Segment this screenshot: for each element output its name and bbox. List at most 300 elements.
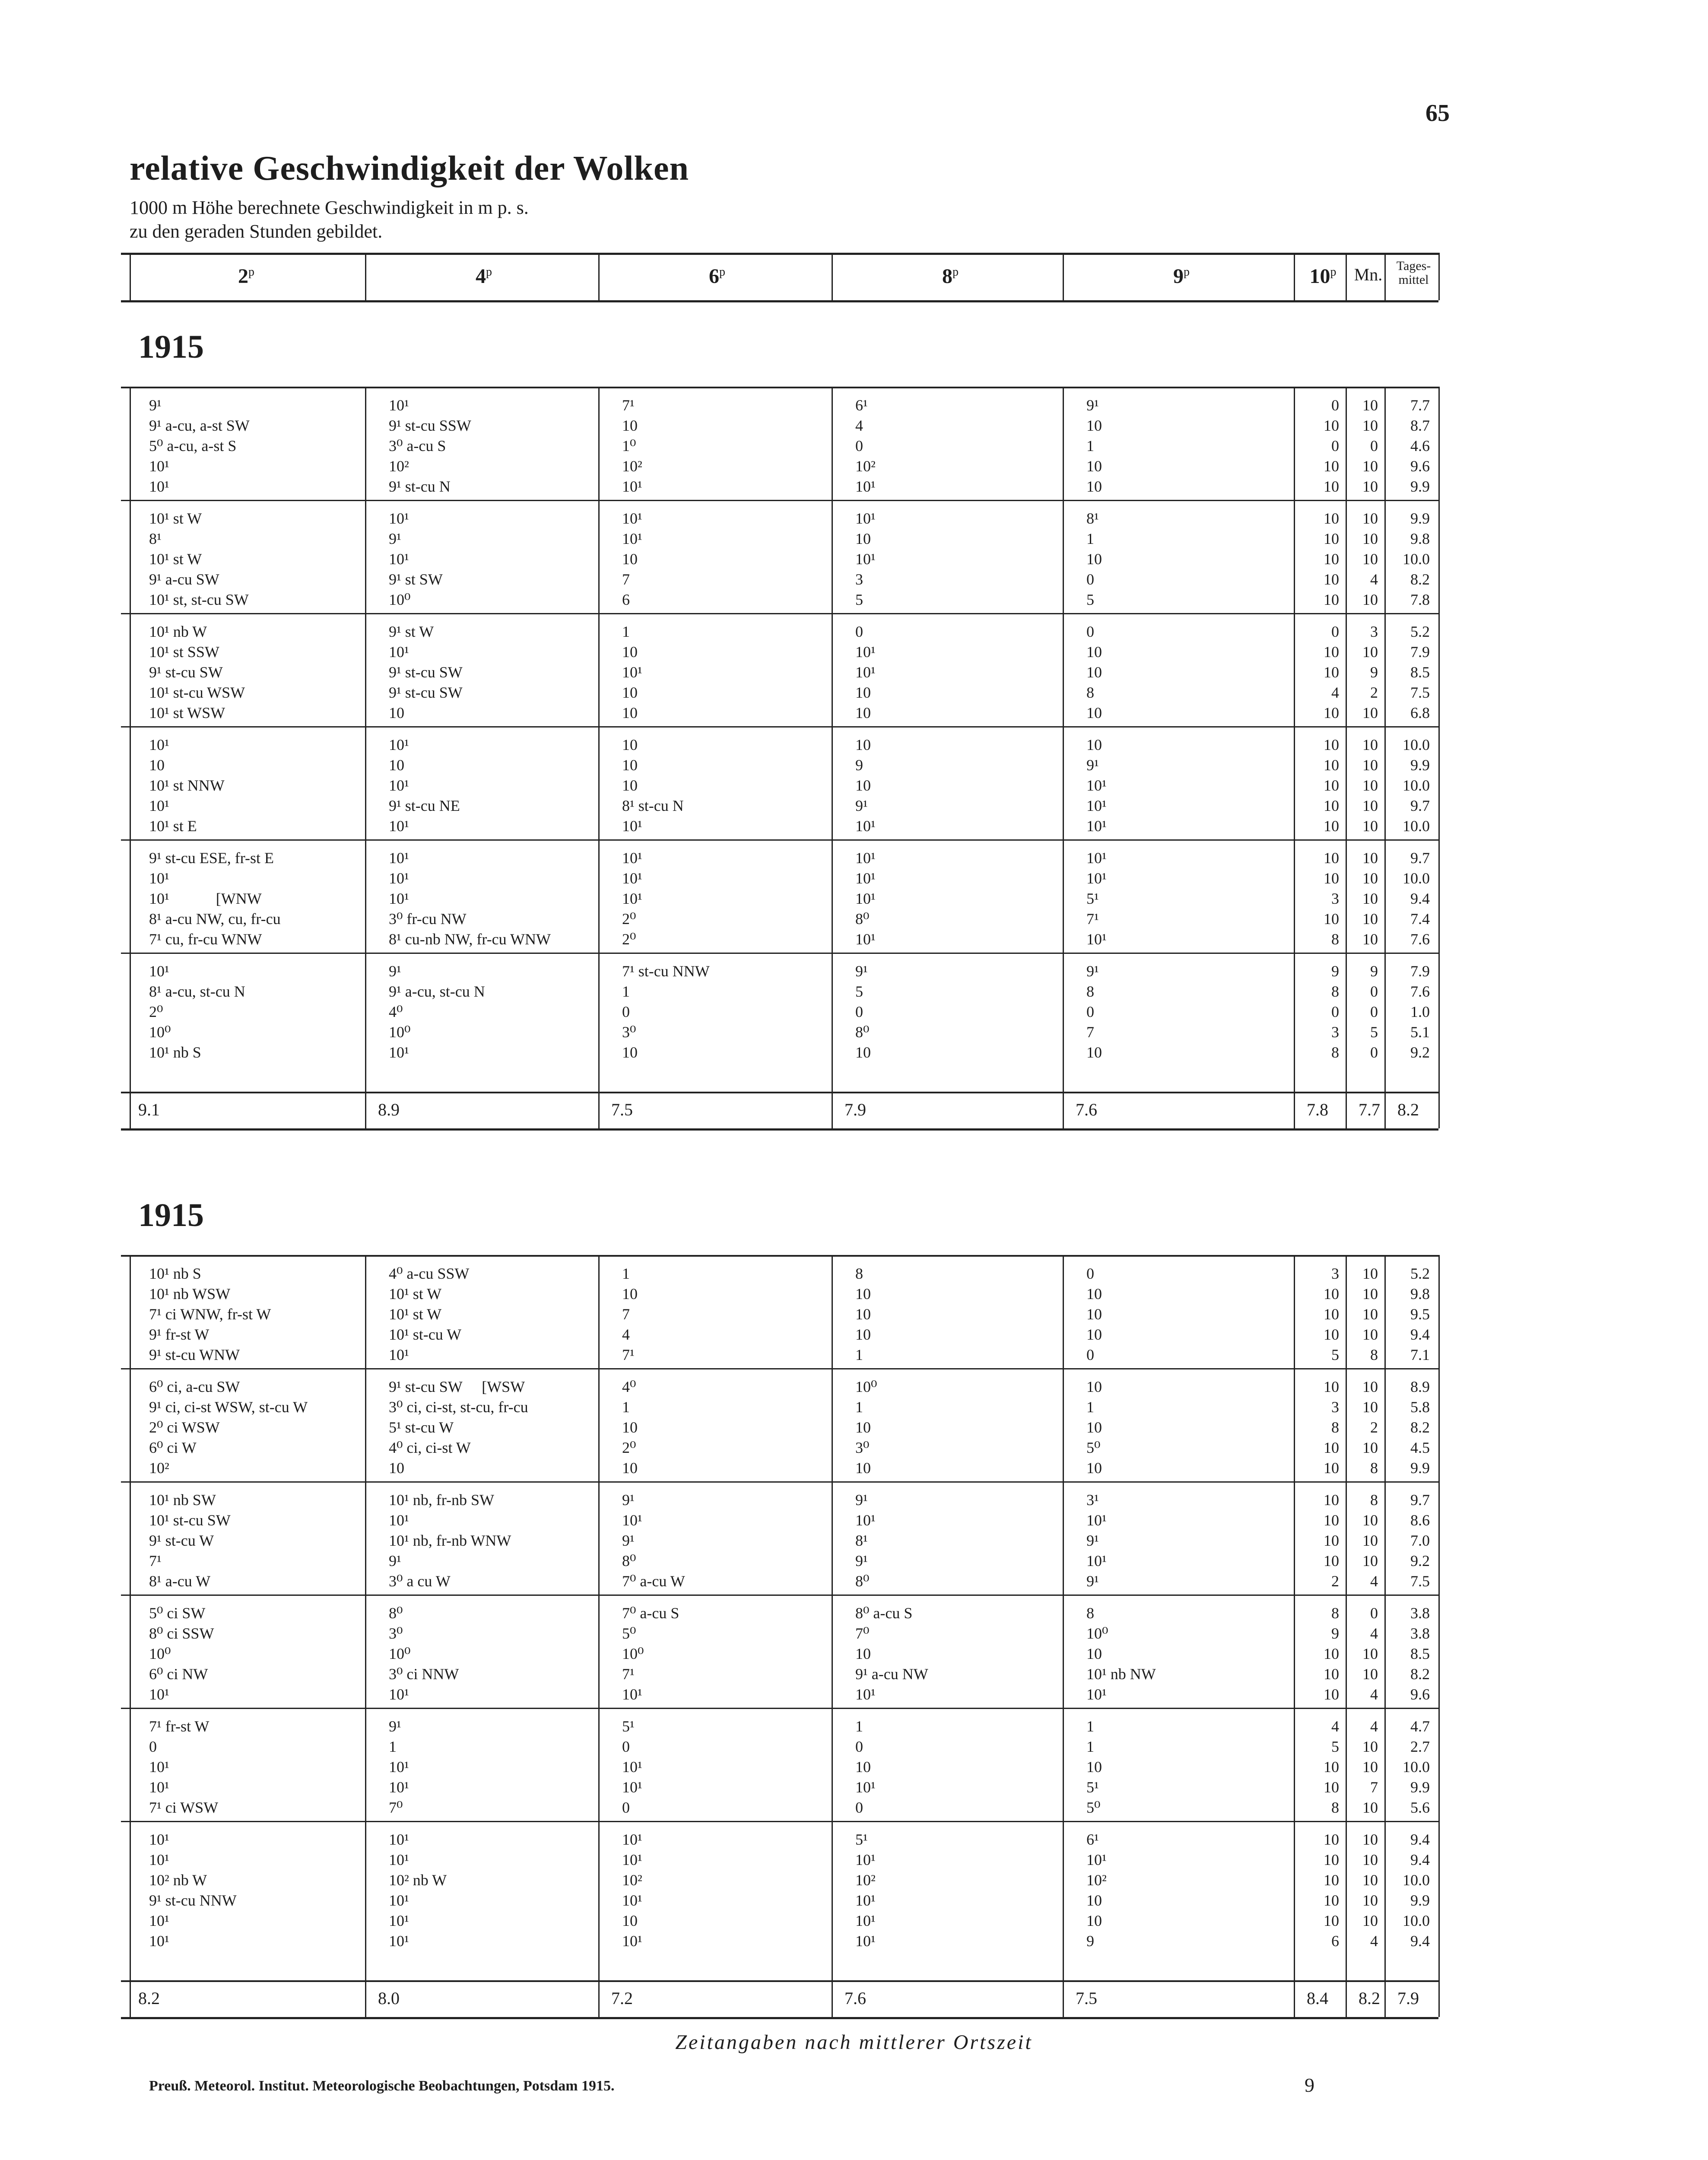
observation-cell: 10² — [622, 457, 642, 475]
observation-cell: 10 — [622, 417, 638, 434]
observation-cell: 9¹ — [389, 1552, 401, 1569]
observation-cell: 0 — [1086, 1003, 1094, 1020]
observation-cell: 10 — [622, 736, 638, 753]
daily-mean-cell: 5.2 — [1410, 1265, 1430, 1282]
section-bottom-rule — [121, 1128, 1438, 1131]
observation-cell: 10 — [1362, 530, 1378, 547]
observation-cell: 9¹ st-cu SW — [149, 664, 223, 681]
observation-cell: 10 — [1086, 1912, 1102, 1929]
observation-cell: 10⁰ — [855, 1378, 877, 1395]
observation-cell: 9 — [1331, 962, 1339, 980]
observation-cell: 10 — [622, 756, 638, 774]
observation-cell: 6⁰ ci W — [149, 1439, 197, 1456]
observation-cell: 10¹ — [622, 1512, 642, 1529]
observation-cell: 10¹ — [622, 478, 642, 495]
observation-cell: 10 — [1324, 550, 1339, 568]
observation-cell: 0 — [1370, 1044, 1378, 1061]
observation-cell: 5 — [855, 591, 863, 608]
observation-cell: 10 — [1324, 1552, 1339, 1569]
page-title: relative Geschwindigkeit der Wolken — [130, 149, 689, 187]
observation-cell: 3⁰ — [855, 1439, 870, 1456]
observation-cell: 10 — [855, 777, 871, 794]
observation-cell: 1 — [389, 1738, 397, 1755]
observation-cell: 10¹ — [149, 1779, 169, 1796]
header-divider — [832, 253, 833, 300]
daily-mean-cell: 7.0 — [1410, 1532, 1430, 1549]
daily-mean-cell: 9.4 — [1410, 1851, 1430, 1868]
observation-cell: 0 — [622, 1003, 630, 1020]
daily-mean-cell: 9.9 — [1410, 478, 1430, 495]
observation-cell: 9¹ st-cu WNW — [149, 1346, 240, 1363]
observation-cell: 3⁰ a-cu S — [389, 437, 446, 454]
observation-cell: 10 — [1362, 1892, 1378, 1909]
observation-cell: 10 — [1362, 756, 1378, 774]
observation-cell: 10 — [1324, 849, 1339, 867]
daily-mean-cell: 10.0 — [1403, 550, 1430, 568]
observation-cell: 10 — [1324, 1645, 1339, 1662]
observation-cell: 10 — [1086, 1459, 1102, 1477]
observation-cell: 10¹ — [855, 664, 876, 681]
observation-cell: 7¹ ci WNW, fr-st W — [149, 1306, 271, 1323]
observation-cell: 9¹ — [1086, 1532, 1099, 1549]
observation-cell: 10 — [1324, 510, 1339, 527]
observation-cell: 10 — [1362, 1738, 1378, 1755]
column-divider — [598, 387, 600, 1128]
column-mean: 7.5 — [1076, 1988, 1097, 2008]
means-top-rule — [121, 1092, 1438, 1093]
observation-cell: 10 — [1324, 1491, 1339, 1509]
observation-cell: 2⁰ ci WSW — [149, 1419, 220, 1436]
observation-cell: 10¹ nb S — [149, 1265, 201, 1282]
observation-cell: 10¹ — [855, 1779, 876, 1796]
column-divider — [832, 387, 833, 1128]
observation-cell: 8⁰ — [389, 1604, 403, 1622]
observation-cell: 6 — [622, 591, 630, 608]
observation-cell: 7¹ fr-st W — [149, 1718, 210, 1735]
column-header: 6$^p$ — [709, 265, 725, 288]
observation-cell: 10¹ — [622, 1932, 642, 1950]
observation-cell: 3⁰ fr-cu NW — [389, 910, 467, 928]
observation-cell: 8 — [1331, 1604, 1339, 1622]
column-mean: 7.8 — [1307, 1100, 1328, 1119]
daily-mean-cell: 4.6 — [1410, 437, 1430, 454]
observation-cell: 1 — [1086, 1398, 1094, 1416]
observation-cell: 10 — [1362, 397, 1378, 414]
observation-cell: 10 — [855, 530, 871, 547]
observation-cell: 10¹ — [389, 1779, 409, 1796]
observation-cell: 10 — [1362, 1851, 1378, 1868]
observation-cell: 10 — [1362, 1552, 1378, 1569]
observation-cell: 0 — [1086, 623, 1094, 640]
observation-cell: 10 — [1362, 1306, 1378, 1323]
observation-cell: 10¹ — [855, 817, 876, 835]
observation-cell: 10 — [1324, 870, 1339, 887]
observation-cell: 0 — [1370, 437, 1378, 454]
observation-cell: 8¹ — [1086, 510, 1099, 527]
observation-cell: 1 — [622, 983, 630, 1000]
daily-mean-cell: 8.5 — [1410, 1645, 1430, 1662]
observation-cell: 10¹ — [149, 1831, 169, 1848]
daily-mean-cell: 8.2 — [1410, 1419, 1430, 1436]
observation-cell: 10 — [622, 1419, 638, 1436]
observation-cell: 4 — [855, 417, 863, 434]
observation-cell: 10¹ — [389, 870, 409, 887]
observation-cell: 9¹ st W — [389, 623, 434, 640]
observation-cell: 10¹ — [1086, 870, 1107, 887]
daily-mean-cell: 10.0 — [1403, 777, 1430, 794]
group-separator — [121, 1595, 1438, 1596]
daily-mean-cell: 1.0 — [1410, 1003, 1430, 1020]
section-top-rule — [121, 1255, 1438, 1257]
daily-mean-cell: 9.9 — [1410, 1892, 1430, 1909]
observation-cell: 3⁰ — [622, 1023, 636, 1041]
subtitle-line-1: 1000 m Höhe berechnete Geschwindigkeit in m p. s. — [130, 197, 529, 218]
observation-cell: 10 — [1362, 591, 1378, 608]
observation-cell: 0 — [855, 437, 863, 454]
observation-cell: 9¹ st SW — [389, 571, 443, 588]
observation-cell: 9 — [1370, 664, 1378, 681]
observation-cell: 10¹ nb, fr-nb SW — [389, 1491, 495, 1509]
observation-cell: 10 — [1324, 1871, 1339, 1889]
observation-cell: 10¹ nb S — [149, 1044, 201, 1061]
observation-cell: 10¹ — [149, 1932, 169, 1950]
observation-cell: 7 — [622, 1306, 630, 1323]
observation-cell: 9¹ st-cu SW — [389, 684, 463, 701]
observation-cell: 10 — [855, 1758, 871, 1776]
observation-cell: 10 — [1086, 704, 1102, 721]
observation-cell: 8 — [1331, 1044, 1339, 1061]
observation-cell: 1⁰ — [622, 437, 636, 454]
observation-cell: 7¹ — [149, 1552, 162, 1569]
observation-cell: 10¹ st W — [389, 1306, 442, 1323]
observation-cell: 10² — [855, 457, 876, 475]
observation-cell: 10¹ — [389, 890, 409, 907]
table-right-border — [1438, 1255, 1440, 2017]
observation-cell: 10¹ — [855, 478, 876, 495]
observation-cell: 0 — [855, 1003, 863, 1020]
observation-cell: 9¹ — [855, 962, 868, 980]
daily-mean-cell: 7.1 — [1410, 1346, 1430, 1363]
observation-cell: 9 — [855, 756, 863, 774]
daily-mean-cell: 9.9 — [1410, 1459, 1430, 1477]
group-separator — [121, 500, 1438, 501]
observation-cell: 10 — [1086, 550, 1102, 568]
column-mean: 8.0 — [378, 1988, 400, 2008]
observation-cell: 6⁰ ci, a-cu SW — [149, 1378, 240, 1395]
observation-cell: 10 — [1362, 1532, 1378, 1549]
observation-cell: 10 — [1362, 1799, 1378, 1816]
column-mean: 8.2 — [138, 1988, 160, 2008]
observation-cell: 10 — [622, 704, 638, 721]
observation-cell: 10 — [1086, 1758, 1102, 1776]
daily-mean-cell: 7.7 — [1410, 397, 1430, 414]
observation-cell: 10¹ — [855, 1686, 876, 1703]
observation-cell: 10¹ — [855, 1932, 876, 1950]
table-header-rule — [121, 300, 1438, 302]
observation-cell: 4 — [1331, 684, 1339, 701]
observation-cell: 10 — [1362, 1665, 1378, 1683]
observation-cell: 10 — [1324, 1306, 1339, 1323]
observation-cell: 3 — [1331, 1398, 1339, 1416]
observation-cell: 10 — [855, 1326, 871, 1343]
observation-cell: 10 — [389, 704, 404, 721]
daily-mean-cell: 8.9 — [1410, 1378, 1430, 1395]
observation-cell: 10 — [1324, 1285, 1339, 1302]
observation-cell: 10 — [1324, 664, 1339, 681]
group-separator — [121, 726, 1438, 727]
observation-cell: 10¹ st-cu W — [389, 1326, 462, 1343]
observation-cell: 10 — [1362, 890, 1378, 907]
observation-cell: 7¹ — [622, 397, 635, 414]
observation-cell: 3 — [1370, 623, 1378, 640]
means-top-rule — [121, 1980, 1438, 1982]
daily-mean-cell: 7.9 — [1410, 643, 1430, 661]
observation-cell: 10¹ — [1086, 849, 1107, 867]
table-top-rule — [121, 253, 1438, 255]
observation-cell: 10 — [1324, 1378, 1339, 1395]
observation-cell: 10¹ — [622, 1851, 642, 1868]
observation-cell: 4⁰ a-cu SSW — [389, 1265, 470, 1282]
observation-cell: 10 — [1086, 417, 1102, 434]
observation-cell: 10¹ — [1086, 1851, 1107, 1868]
observation-cell: 1 — [1086, 437, 1094, 454]
observation-cell: 10 — [1086, 1306, 1102, 1323]
column-mean: 7.9 — [1397, 1988, 1419, 2008]
observation-cell: 10 — [1362, 797, 1378, 814]
observation-cell: 10¹ — [389, 1851, 409, 1868]
observation-cell: 10 — [1324, 777, 1339, 794]
observation-cell: 10 — [1362, 910, 1378, 928]
daily-mean-cell: 9.8 — [1410, 1285, 1430, 1302]
daily-mean-cell: 10.0 — [1403, 1758, 1430, 1776]
daily-mean-cell: 8.7 — [1410, 417, 1430, 434]
observation-cell: 7¹ cu, fr-cu WNW — [149, 931, 262, 948]
observation-cell: 10 — [1324, 1439, 1339, 1456]
observation-cell: 10¹ — [1086, 1552, 1107, 1569]
observation-cell: 3 — [855, 571, 863, 588]
observation-cell: 10¹ — [389, 736, 409, 753]
observation-cell: 4 — [1370, 1686, 1378, 1703]
observation-cell: 9¹ st-cu NNW — [149, 1892, 237, 1909]
observation-cell: 10¹ — [389, 510, 409, 527]
daily-mean-cell: 8.5 — [1410, 664, 1430, 681]
observation-cell: 8⁰ — [622, 1552, 636, 1569]
observation-cell: 5 — [1086, 591, 1094, 608]
observation-cell: 8⁰ — [855, 1572, 870, 1590]
observation-cell: 9¹ a-cu NW — [855, 1665, 928, 1683]
observation-cell: 10 — [1324, 1779, 1339, 1796]
observation-cell: 10 — [1362, 417, 1378, 434]
column-mean: 8.4 — [1307, 1988, 1328, 2008]
observation-cell: 2 — [1331, 1572, 1339, 1590]
observation-cell: 7 — [1370, 1779, 1378, 1796]
observation-cell: 10¹ — [389, 1346, 409, 1363]
column-divider — [1063, 387, 1064, 1128]
observation-cell: 8 — [1331, 1419, 1339, 1436]
daily-mean-cell: 2.7 — [1410, 1738, 1430, 1755]
observation-cell: 0 — [1370, 1604, 1378, 1622]
observation-cell: 10 — [1362, 777, 1378, 794]
observation-cell: 5 — [1370, 1023, 1378, 1041]
observation-cell: 10 — [1362, 736, 1378, 753]
observation-cell: 10 — [1324, 1512, 1339, 1529]
observation-cell: 10 — [1362, 1326, 1378, 1343]
observation-cell: 10¹ — [855, 1851, 876, 1868]
observation-cell: 10¹ st W — [149, 510, 202, 527]
observation-cell: 0 — [1331, 1003, 1339, 1020]
footer-note: Zeitangaben nach mittlerer Ortszeit — [675, 2031, 1033, 2054]
observation-cell: 0 — [855, 623, 863, 640]
observation-cell: 10 — [1324, 571, 1339, 588]
observation-cell: 9 — [1086, 1932, 1094, 1950]
daily-mean-cell: 9.9 — [1410, 1779, 1430, 1796]
observation-cell: 10 — [1362, 643, 1378, 661]
observation-cell: 10¹ [WNW — [149, 890, 262, 907]
footer-sheet-number: 9 — [1305, 2074, 1314, 2096]
observation-cell: 10 — [1324, 736, 1339, 753]
observation-cell: 10¹ — [389, 1831, 409, 1848]
observation-cell: 2 — [1370, 684, 1378, 701]
observation-cell: 8¹ st-cu N — [622, 797, 684, 814]
observation-cell: 10² — [1086, 1871, 1107, 1889]
observation-cell: 8⁰ ci SSW — [149, 1625, 214, 1642]
table-left-border — [130, 387, 131, 1128]
observation-cell: 10¹ st-cu SW — [149, 1512, 231, 1529]
column-mean: 7.7 — [1359, 1100, 1380, 1119]
column-divider — [598, 1255, 600, 2017]
observation-cell: 3 — [1331, 1023, 1339, 1041]
observation-cell: 10 — [1362, 817, 1378, 835]
observation-cell: 10¹ st-cu WSW — [149, 684, 245, 701]
observation-cell: 7⁰ — [855, 1625, 870, 1642]
column-divider — [832, 1255, 833, 2017]
observation-cell: 1 — [622, 1265, 630, 1282]
column-mean: 7.2 — [611, 1988, 633, 2008]
observation-cell: 10¹ — [389, 1512, 409, 1529]
observation-cell: 10¹ — [855, 510, 876, 527]
observation-cell: 10 — [1362, 931, 1378, 948]
group-separator — [121, 613, 1438, 614]
observation-cell: 10¹ — [855, 870, 876, 887]
column-header: 2$^p$ — [238, 265, 254, 288]
observation-cell: 9¹ — [389, 530, 401, 547]
observation-cell: 7¹ st-cu NNW — [622, 962, 710, 980]
table-left-border — [130, 1255, 131, 2017]
observation-cell: 9¹ st-cu W — [149, 1532, 214, 1549]
observation-cell: 5¹ st-cu W — [389, 1419, 454, 1436]
observation-cell: 9¹ — [855, 1552, 868, 1569]
observation-cell: 2 — [1370, 1419, 1378, 1436]
observation-cell: 10¹ — [149, 736, 169, 753]
observation-cell: 10¹ — [149, 1758, 169, 1776]
daily-mean-cell: 6.8 — [1410, 704, 1430, 721]
observation-cell: 10 — [1086, 1378, 1102, 1395]
observation-cell: 9¹ — [1086, 397, 1099, 414]
observation-cell: 10 — [622, 550, 638, 568]
observation-cell: 4 — [622, 1326, 630, 1343]
observation-cell: 6⁰ ci NW — [149, 1665, 208, 1683]
observation-cell: 10¹ nb WSW — [149, 1285, 231, 1302]
observation-cell: 10 — [622, 1912, 638, 1929]
observation-cell: 3 — [1331, 1265, 1339, 1282]
observation-cell: 10 — [1362, 478, 1378, 495]
observation-cell: 10¹ — [389, 397, 409, 414]
observation-cell: 9¹ — [149, 397, 162, 414]
observation-cell: 1 — [855, 1346, 863, 1363]
observation-cell: 5¹ — [855, 1831, 868, 1848]
observation-cell: 10² — [389, 457, 409, 475]
observation-cell: 10¹ — [149, 870, 169, 887]
daily-mean-cell: 7.5 — [1410, 1572, 1430, 1590]
observation-cell: 10 — [1324, 817, 1339, 835]
observation-cell: 10¹ — [389, 1912, 409, 1929]
observation-cell: 10 — [855, 1459, 871, 1477]
section-year: 1915 — [138, 329, 204, 365]
group-separator — [121, 1708, 1438, 1709]
observation-cell: 10¹ — [855, 849, 876, 867]
column-divider — [1063, 1255, 1064, 2017]
daily-mean-cell: 9.7 — [1410, 1491, 1430, 1509]
observation-cell: 10¹ — [149, 457, 169, 475]
observation-cell: 5¹ — [622, 1718, 635, 1735]
daily-mean-cell: 7.4 — [1410, 910, 1430, 928]
observation-cell: 10¹ — [389, 1892, 409, 1909]
observation-cell: 1 — [1086, 1738, 1094, 1755]
column-mean: 7.6 — [844, 1988, 866, 2008]
observation-cell: 10 — [1324, 1326, 1339, 1343]
column-header: Mn. — [1354, 265, 1383, 284]
observation-cell: 8 — [855, 1265, 863, 1282]
observation-cell: 0 — [1086, 571, 1094, 588]
observation-cell: 10 — [1324, 1912, 1339, 1929]
observation-cell: 9¹ st-cu SSW — [389, 417, 471, 434]
column-divider — [1294, 1255, 1295, 2017]
observation-cell: 8 — [1370, 1459, 1378, 1477]
observation-cell: 10 — [1086, 1892, 1102, 1909]
observation-cell: 10 — [1362, 1912, 1378, 1929]
observation-cell: 1 — [1086, 1718, 1094, 1735]
observation-cell: 10 — [622, 684, 638, 701]
observation-cell: 8 — [1086, 1604, 1094, 1622]
daily-mean-cell: 9.4 — [1410, 1831, 1430, 1848]
observation-cell: 10⁰ — [389, 1645, 411, 1662]
observation-cell: 8¹ — [855, 1532, 868, 1549]
observation-cell: 10 — [1324, 643, 1339, 661]
observation-cell: 10¹ — [1086, 1686, 1107, 1703]
observation-cell: 0 — [1370, 1003, 1378, 1020]
observation-cell: 10 — [1324, 530, 1339, 547]
observation-cell: 10¹ — [855, 550, 876, 568]
daily-mean-cell: 9.9 — [1410, 510, 1430, 527]
daily-mean-cell: 9.7 — [1410, 849, 1430, 867]
observation-cell: 10¹ — [622, 1831, 642, 1848]
daily-mean-cell: 10.0 — [1403, 1871, 1430, 1889]
observation-cell: 10¹ — [622, 1758, 642, 1776]
observation-cell: 10¹ — [855, 1512, 876, 1529]
observation-cell: 5⁰ a-cu, a-st S — [149, 437, 237, 454]
observation-cell: 10¹ nb, fr-nb WNW — [389, 1532, 511, 1549]
observation-cell: 10¹ — [389, 643, 409, 661]
observation-cell: 8⁰ — [855, 1023, 870, 1041]
observation-cell: 10 — [622, 1459, 638, 1477]
daily-mean-cell: 9.9 — [1410, 756, 1430, 774]
section-bottom-rule — [121, 2017, 1438, 2019]
daily-mean-cell: 4.5 — [1410, 1439, 1430, 1456]
observation-cell: 4 — [1370, 1718, 1378, 1735]
daily-mean-cell: 9.2 — [1410, 1044, 1430, 1061]
observation-cell: 10¹ — [1086, 777, 1107, 794]
observation-cell: 8 — [1331, 983, 1339, 1000]
